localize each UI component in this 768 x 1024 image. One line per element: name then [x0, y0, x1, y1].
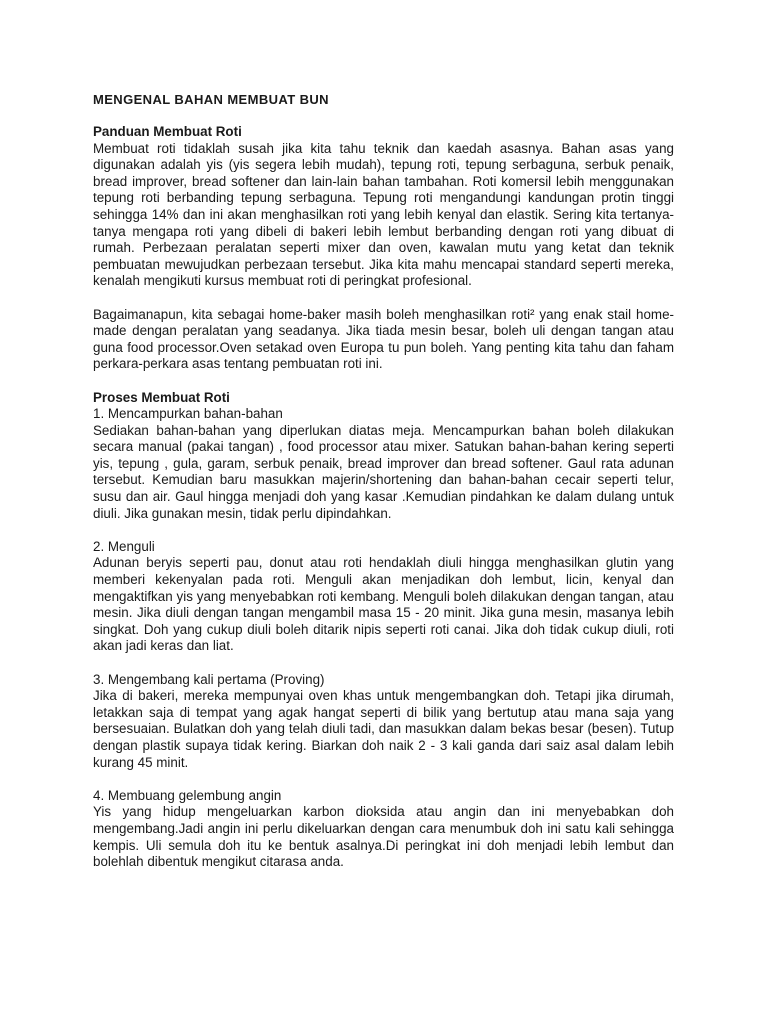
spacer	[93, 522, 674, 539]
spacer	[93, 655, 674, 672]
step-3-title: 3. Mengembang kali pertama (Proving)	[93, 671, 325, 687]
step-1-body: Sediakan bahan-bahan yang diperlukan diatas meja. Mencampurkan bahan boleh dilakukan secara manual (pakai tangan) , food processor atau mixer. Satukan bahan-bahan kering seperti yis, tepung , gula, garam, serbuk penaik, bread improver dan bread softener. Gaul rata adunan tersebut. Kemudian baru masukkan majerin/shortening dan bahan-bahan cecair seperti telur, susu dan air. Gaul hingga menjadi doh yang kasar .Kemudian pindahkan ke dalam dulang untuk diuli. Jika gunakan mesin, tidak perlu dipindahkan.	[93, 422, 674, 521]
spacer	[93, 771, 674, 788]
step-4-title: 4. Membuang gelembung angin	[93, 787, 282, 803]
spacer	[93, 373, 674, 390]
step-3-body: Jika di bakeri, mereka mempunyai oven khas untuk mengembangkan doh. Tetapi jika dirumah, letakkan saja di tempat yang agak hangat seperti di bilik yang bertutup atau mana saja yang bersesuaian. Bulatkan doh yang telah diuli tadi, dan masukkan dalam bekas besar (besen). Tutup dengan plastik supaya tidak kering. Biarkan doh naik 2 - 3 kali ganda dari saiz asal dalam lebih kurang 45 minit.	[93, 688, 674, 770]
paragraph-home-baker: Bagaimanapun, kita sebagai home-baker masih boleh menghasilkan roti² yang enak stail home-made dengan peralatan yang seadanya. Jika tiada mesin besar, boleh uli dengan tangan atau guna food processor.Oven setakad oven Europa tu pun boleh. Yang penting kita tahu dan faham perkara-perkara asas tentang pembuatan roti ini.	[93, 306, 674, 372]
document-page	[93, 92, 674, 871]
step-4-body: Yis yang hidup mengeluarkan karbon dioksida atau angin dan ini menyebabkan doh mengembang.Jadi angin ini perlu dikeluarkan dengan cara menumbuk doh ini satu kali sehingga kempis. Uli semula doh itu ke bentuk asalnya.Di peringkat ini doh menjadi lebih lembut dan bolehlah dibentuk mengikut citarasa anda.	[93, 804, 674, 870]
step-1-title: 1. Mencampurkan bahan-bahan	[93, 406, 283, 422]
document-title: MENGENAL BAHAN MEMBUAT BUN	[93, 92, 329, 107]
spacer	[93, 290, 674, 307]
section-heading-panduan: Panduan Membuat Roti	[93, 124, 242, 139]
section-heading-proses: Proses Membuat Roti	[93, 389, 230, 405]
step-2-body: Adunan beryis seperti pau, donut atau roti hendaklah diuli hingga menghasilkan glutin yang memberi kekenyalan pada roti. Menguli akan menjadikan doh lembut, licin, kenyal dan mengaktifkan yis yang menyebabkan roti kembang. Menguli boleh dilakukan dengan tangan, atau mesin. Jika diuli dengan tangan mengambil masa 15 - 20 minit. Jika guna mesin, masanya lebih singkat. Doh yang cukup diuli boleh ditarik nipis seperti roti canai. Jika doh tidak cukup diuli, roti akan jadi keras dan liat.	[93, 555, 674, 654]
step-2-title: 2. Menguli	[93, 538, 155, 554]
paragraph-intro: Membuat roti tidaklah susah jika kita tahu teknik dan kaedah asasnya. Bahan asas yang digunakan adalah yis (yis segera lebih mudah), tepung roti, tepung serbaguna, serbuk penaik, bread improver, bread softener dan lain-lain bahan tambahan. Roti komersil lebih menggunakan tepung roti berbanding tepung serbaguna. Tepung roti mengandungi kandungan protin tinggi sehingga 14% dan ini akan menghasilkan roti yang lebih kenyal dan elastik. Sering kita tertanya-tanya mengapa roti yang dibeli di bakeri lebih lembut berbanding dengan roti yang dibuat di rumah. Perbezaan peralatan seperti mixer dan oven, kawalan mutu yang ketat dan teknik pembuatan mewujudkan perbezaan tersebut. Jika kita mahu mencapai standard seperti mereka, kenalah mengikuti kursus membuat roti di peringkat profesional.	[93, 140, 674, 289]
